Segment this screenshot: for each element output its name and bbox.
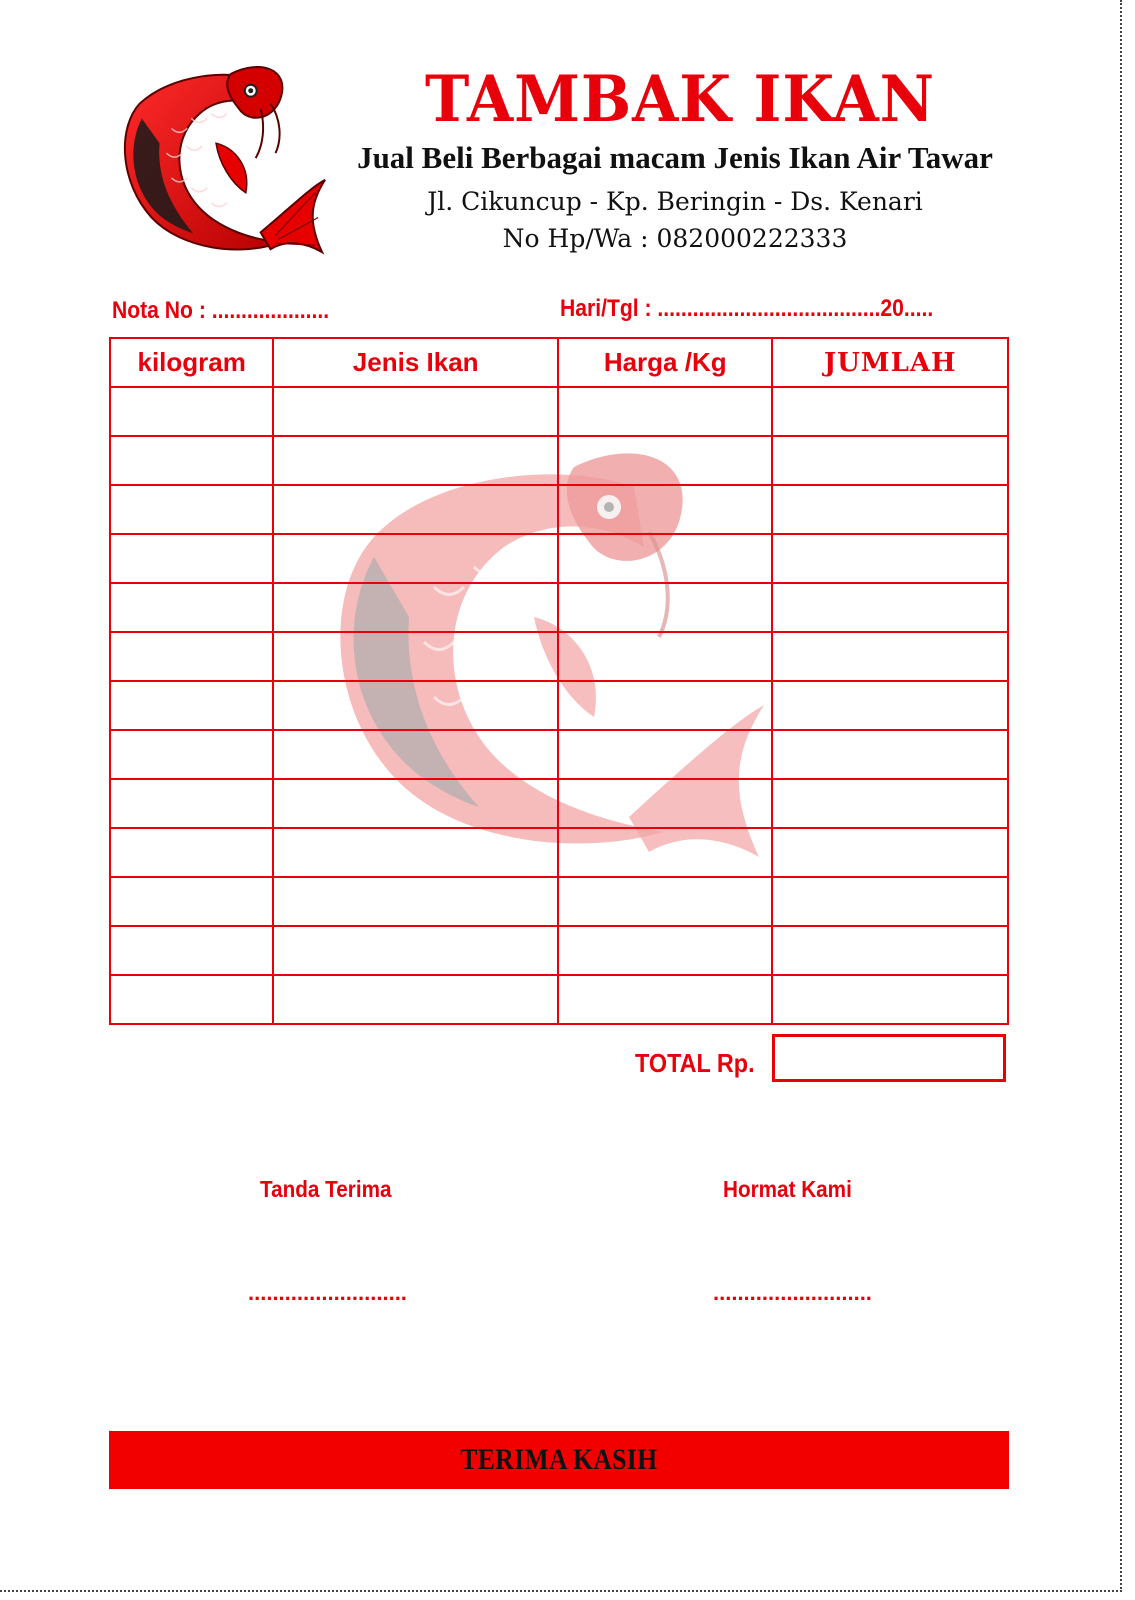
table-cell[interactable]: [772, 828, 1008, 877]
table-cell[interactable]: [558, 926, 772, 975]
table-row: [110, 534, 1008, 583]
table-cell[interactable]: [273, 779, 558, 828]
table-cell[interactable]: [772, 387, 1008, 436]
table-cell[interactable]: [110, 877, 273, 926]
table-cell[interactable]: [558, 632, 772, 681]
table-cell[interactable]: [273, 877, 558, 926]
table-cell[interactable]: [772, 485, 1008, 534]
column-header-jumlah: JUMLAH: [772, 338, 1008, 387]
table-cell[interactable]: [273, 828, 558, 877]
column-header-jenis-ikan: Jenis Ikan: [273, 338, 558, 387]
table-cell[interactable]: [110, 632, 273, 681]
table-row: [110, 828, 1008, 877]
table-cell[interactable]: [273, 632, 558, 681]
table-cell[interactable]: [558, 681, 772, 730]
table-cell[interactable]: [772, 975, 1008, 1024]
shop-title: TAMBAK IKAN: [424, 62, 936, 137]
receiver-signature-label: Tanda Terima: [260, 1176, 392, 1202]
items-table-area: [109, 337, 1009, 1027]
nota-number-field[interactable]: Nota No : ....................: [112, 297, 330, 324]
table-cell[interactable]: [772, 583, 1008, 632]
column-header-kilogram: kilogram: [110, 338, 273, 387]
items-table: [109, 337, 1009, 1025]
koi-fish-logo-icon: [112, 58, 330, 273]
table-cell[interactable]: [273, 436, 558, 485]
table-cell[interactable]: [772, 632, 1008, 681]
table-cell[interactable]: [110, 779, 273, 828]
seller-signature-line[interactable]: ..........................: [713, 1280, 872, 1305]
table-row: [110, 387, 1008, 436]
total-label: TOTAL Rp.: [635, 1048, 755, 1078]
shop-subtitle: Jual Beli Berbagai macam Jenis Ikan Air Tawar: [357, 140, 993, 175]
table-cell[interactable]: [772, 681, 1008, 730]
table-row: [110, 779, 1008, 828]
shop-address: Jl. Cikuncup - Kp. Beringin - Ds. Kenari: [427, 187, 923, 216]
table-cell[interactable]: [110, 436, 273, 485]
table-cell[interactable]: [772, 779, 1008, 828]
table-cell[interactable]: [110, 681, 273, 730]
table-cell[interactable]: [558, 387, 772, 436]
date-field[interactable]: Hari/Tgl : ......................................20.....: [560, 295, 934, 322]
table-row: [110, 877, 1008, 926]
table-cell[interactable]: [273, 926, 558, 975]
shop-phone: No Hp/Wa : 082000222333: [502, 224, 848, 253]
seller-signature-label: Hormat Kami: [723, 1176, 852, 1202]
footer-bar: [109, 1431, 1009, 1489]
table-row: [110, 632, 1008, 681]
table-cell[interactable]: [110, 828, 273, 877]
table-cell[interactable]: [772, 926, 1008, 975]
table-cell[interactable]: [558, 779, 772, 828]
table-cell[interactable]: [273, 730, 558, 779]
table-cell[interactable]: [558, 485, 772, 534]
table-cell[interactable]: [110, 387, 273, 436]
table-row: [110, 681, 1008, 730]
table-cell[interactable]: [110, 975, 273, 1024]
table-row: [110, 926, 1008, 975]
column-header-harga: Harga /Kg: [558, 338, 772, 387]
table-cell[interactable]: [772, 436, 1008, 485]
table-cell[interactable]: [558, 436, 772, 485]
table-cell[interactable]: [558, 975, 772, 1024]
receiver-signature-line[interactable]: ..........................: [248, 1280, 407, 1305]
table-cell[interactable]: [558, 534, 772, 583]
table-cell[interactable]: [110, 485, 273, 534]
table-cell[interactable]: [273, 681, 558, 730]
table-cell[interactable]: [273, 583, 558, 632]
table-cell[interactable]: [558, 583, 772, 632]
table-cell[interactable]: [772, 877, 1008, 926]
table-cell[interactable]: [558, 877, 772, 926]
table-cell[interactable]: [273, 485, 558, 534]
table-cell[interactable]: [558, 730, 772, 779]
table-cell[interactable]: [110, 730, 273, 779]
total-amount-field[interactable]: [772, 1034, 1006, 1082]
table-row: [110, 485, 1008, 534]
table-cell[interactable]: [273, 387, 558, 436]
table-row: [110, 583, 1008, 632]
table-cell[interactable]: [772, 730, 1008, 779]
table-cell[interactable]: [110, 583, 273, 632]
thank-you-text: TERIMA KASIH: [460, 1443, 658, 1476]
table-cell[interactable]: [772, 534, 1008, 583]
table-row: [110, 436, 1008, 485]
table-row: [110, 975, 1008, 1024]
table-row: [110, 730, 1008, 779]
table-cell[interactable]: [110, 926, 273, 975]
table-cell[interactable]: [273, 975, 558, 1024]
table-cell[interactable]: [110, 534, 273, 583]
table-cell[interactable]: [558, 828, 772, 877]
table-cell[interactable]: [273, 534, 558, 583]
table-header-row: [110, 338, 1008, 387]
